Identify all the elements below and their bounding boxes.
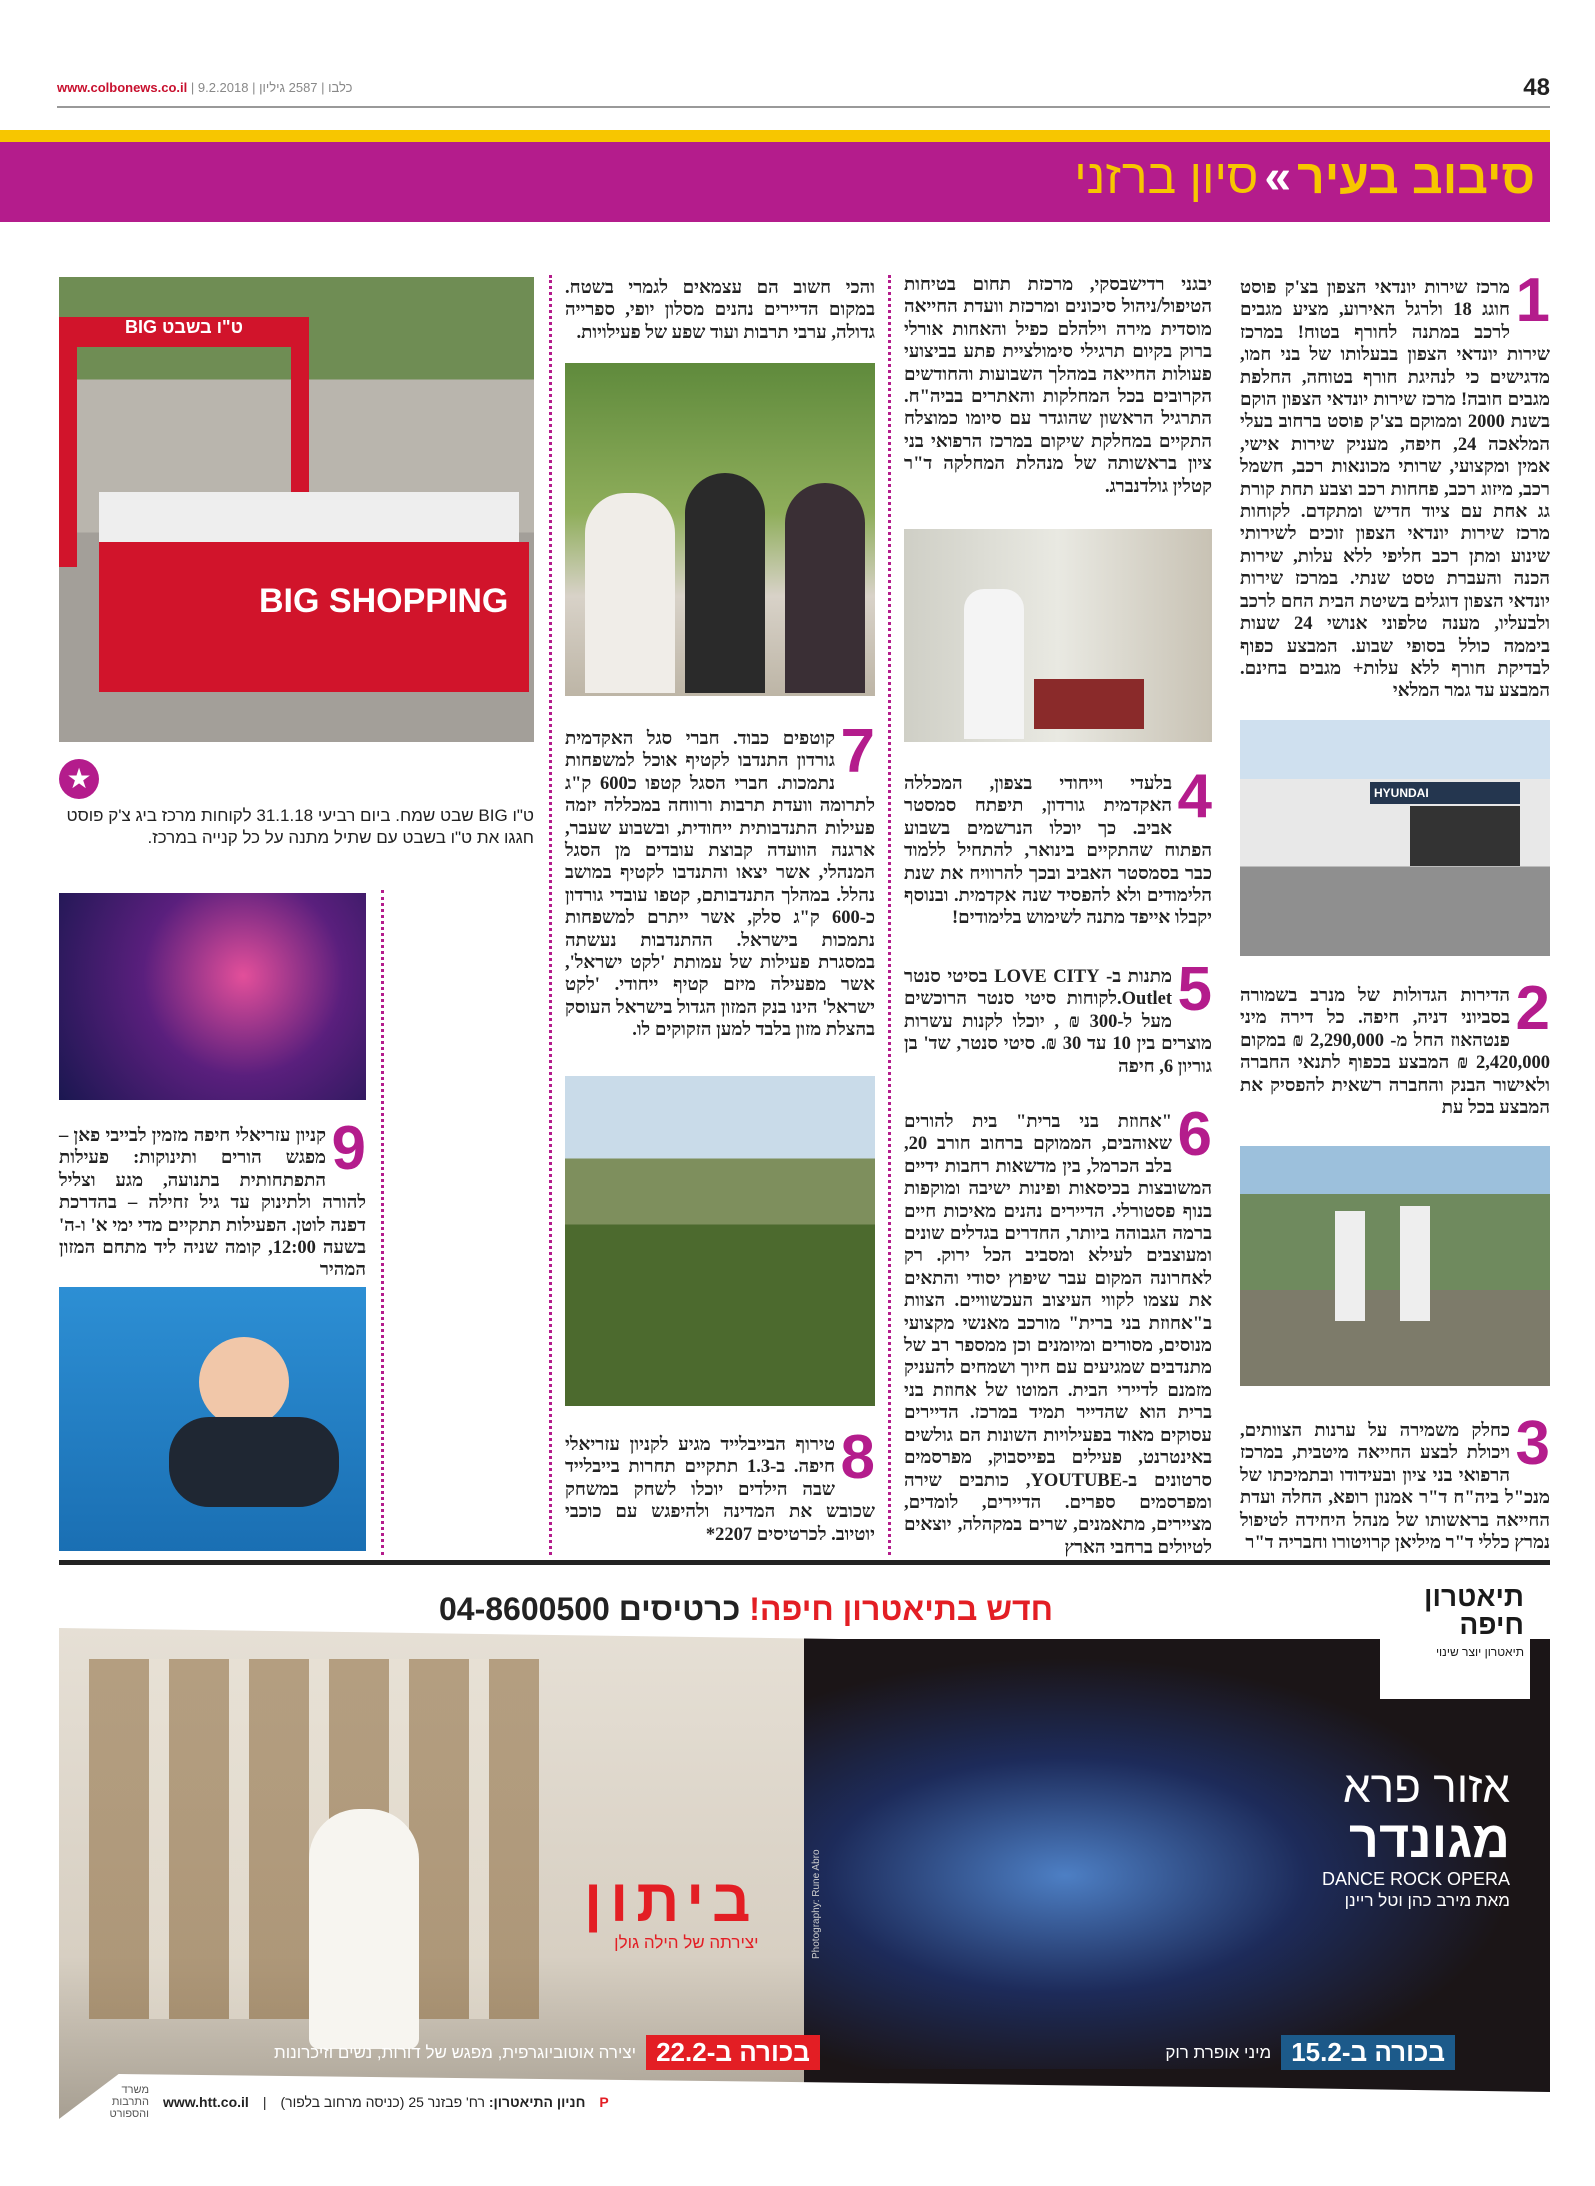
hyundai-sign: HYUNDAI (1370, 782, 1520, 804)
article-number: 5 (1177, 955, 1212, 1024)
volunteers-harvest-photo (565, 1076, 875, 1406)
article-number: 3 (1515, 1409, 1550, 1478)
star-icon: ★ (59, 759, 99, 799)
plant-gifts (99, 492, 519, 542)
show-magundar (1322, 1764, 1510, 1912)
section-accent-band (0, 130, 1550, 142)
article-6-continued (565, 277, 875, 344)
article-number: 9 (331, 1114, 366, 1183)
show-credits: יצירתה של הילה גולן (614, 1933, 759, 1952)
page-number: 48 (1523, 74, 1550, 101)
show-author: אזור פרא (1343, 1763, 1510, 1812)
arch-post (59, 347, 77, 567)
article-6 (904, 1100, 1212, 1559)
premiere-badge: בכורה ב-22.2 (646, 2035, 820, 2070)
premiere-badge: בכורה ב-15.2 (1281, 2035, 1455, 2070)
article-2 (1240, 974, 1550, 1119)
baby-body (169, 1417, 339, 1507)
article-text: הדירות הגדולות של מנרב בשמורה בסביוני דניה, חיפה. כל דירה מיני פנטהאוז החל מ- 2,290,000 ₪ במקום 2,420,000 ₪ המבצע בכפוף לתנאי החברה ולאישור הבנק והחברה רשאית להפסיק את המבצע בכל עת (1240, 986, 1550, 1119)
doctor-figure (964, 589, 1024, 739)
garage-door (1410, 806, 1520, 866)
ad-phone[interactable]: כרטיסים 04-8600500 (439, 1591, 741, 1627)
article-number: 2 (1515, 974, 1550, 1043)
article-text: כחלק משמירה על ערנות הצוותים, ויכולת לבצע החייאה מיטבית, במרכז הרפואי בני ציון ובעידודו ובתמיכתו של מנכ"ל ביה"ח ד"ר אמנון רופא, החלה ועדת החייאה בראשותו של מנהל היחידה לטיפול נמרץ כללי ד"ר מיליאן קרויטורו וחבריה ד"ר (1240, 1421, 1550, 1554)
parking-label: חניון התיאטרון: (488, 2094, 586, 2110)
arch-sign: ט"ו בשבט BIG (59, 317, 309, 347)
premiere-bitoon (274, 2035, 820, 2070)
article-text: מתנות ב- LOVE CITY בסיטי סנטר Outlet.לקוחות סיטי סנטר הרוכשים מעל ל-300 ₪ , יוכלו לקנות עשרות מוצרים בין 10 עד 30 ₪. סיטי סנטר, שד' בן גוריון 6, חיפה (904, 967, 1212, 1077)
baby-head (199, 1337, 289, 1427)
ad-footer: משרד התרבות והספורט www.htt.co.il | חניון התיאטרון: רח' פבזנר 25 (כניסה מרחוב בלפור) P (109, 2084, 609, 2119)
big-tu-bishvat-photo (59, 277, 534, 742)
article-9 (59, 1114, 366, 1282)
show-credits: מאת מירב כהן וטל ריינן (1344, 1891, 1510, 1910)
date: 9.2.2018 (197, 80, 249, 95)
article-text: טירוף הבייבלייד מגיע לקניון עזריאלי חיפה. ב-1.3 תתקיים תחרות בייבלייד שבה הילדים יוכלו לשחק במשחק שכובש את המדינה ולהיפגש עם כוכבי יוטיוב. לכרטיסים 2207* (565, 1435, 875, 1545)
article-3-continued (904, 274, 1212, 498)
article-text: בלעדי וייחודי בצפון, המכללה האקדמית גורדון, תיפתח סמסטר אביב. כך יוכלו הנרשמים בשבוע הפתוח שהתקיים בינואר, להתחיל ללמוד כבר בסמסטר האביב ובכך להרוויח את שנת הלימודים ולא להפסיד שנה אקדמית. ובנוסף יקבלו אייפד מתנה לשימוש בלימודים! (904, 774, 1212, 929)
resident-figure (685, 473, 765, 693)
beyblade-photo (59, 893, 366, 1100)
residents-toast-photo (565, 363, 875, 696)
header-info: www.colbonews.co.il | כלבו | 2587 גיליון | 9.2.2018 (57, 80, 353, 95)
article-number: 7 (840, 717, 875, 786)
article-text: "אחוזת בני ברית" בית להורים שאוהבים, הממוקם ברחוב חורב 20, בלב הכרמל, בין מדשאות רחבות ידיים המשובצות בכיסאות ופינות ישיבה ומוקפות בנוף פסטורלי. הדיירים נהנים מאיכות חיים ברמה הגבוהה ביותר, החדרים בגדלים שונים ומעוצבים לעילא ומסביב הכל ירוק. רק לאחרונה המקום עבר שיפוץ יסודי והתאים את עצמו לקווי העיצוב העכשוויים. הצוות ב"אחוזת בני ברית" מורכב מאנשי מקצועי מנוסים, מסורים ומיומנים וכן ממספר רב של מתנדבים שמגיעים עם חיוך ושמחים להעניק מזמנם לדיירי הבית. המוטו של אחוזת בני ברית הוא שהדייר תמיד במרכז. הדיירים עסוקים מאוד בפעילויות השונות הם גולשים באינטרנט, פעילים בפייסבוק, מפרסמים סרטונים ב-YOUTUBE, כותבים שירה ומפרסמים ספרים. הדיירים, לומדים, מציירים, מתאמנים, שרים במקהלה, יוצאים לטיולים ברחבי הארץ (904, 1112, 1212, 1558)
ad-headline (439, 1591, 1053, 1628)
towers-aerial-photo (1240, 1146, 1550, 1386)
haifa-theatre-logo (1380, 1579, 1530, 1699)
theatre-ad (59, 1579, 1550, 2119)
article-number: 1 (1515, 266, 1550, 335)
tower (1400, 1206, 1430, 1321)
logo-line1: תיאטרון (1424, 1581, 1524, 1612)
article-4 (904, 762, 1212, 930)
article-text: מרכז שירות יונדאי הצפון בצ'ק פוסט חוגג 18 ולרגל האירוע, מציע מגבים לרכב במתנה לחורף בטוח! במרכז שירות יונדאי הצפון בבעלותו של בני חמו, מדגישים כי לנהיגת חורף בטוחה, החלפת מגבים חובה! מרכז שירות יונדאי הצפון הוקם בשנת 2000 וממוקם בצ'ק פוסט ברחוב בעלי המלאכה 24, חיפה, מעניק שירות אישי, אמין ומקצועי, שרותי מכונאות רכב, חשמל רכב, מיזוג רכב, פחחות רכב וצבע תחת קורת גג אחת עם ציוד חדיש ומתקדם. לקוחות מרכז שירות יונדאי הצפון זוכים לשירותי שינוע ומתן רכב חליפי ללא עלות, שירות הכנה והעברת טסט שנתי. במרכז שירות יונדאי הצפון דוגלים בשיטת הבית החם לרכב ולבעליו, מענה טלפוני אנושי 24 שעות ביממה כולל בסופי שבוע. המבצע כפוף לבדיקת חורף ללא עלות+ מגבים בחינם. המבצע עד גמר המלאי (1240, 278, 1551, 702)
publication: כלבו (328, 80, 353, 95)
theatre-website[interactable]: www.htt.co.il (163, 2094, 249, 2110)
section-title (1074, 150, 1535, 205)
header-rule (57, 106, 1550, 108)
article-7 (565, 717, 875, 1042)
premiere-note: יצירה אוטוביוגרפית, מפגש של דורות, נשים וזיכרונות (274, 2042, 637, 2062)
ministry-logo: משרד התרבות והספורט (109, 2084, 149, 2119)
column-divider (549, 275, 552, 1555)
article-number: 6 (1177, 1100, 1212, 1169)
article-1 (1240, 266, 1551, 703)
stretcher (1034, 679, 1144, 729)
article-number: 4 (1177, 762, 1212, 831)
photo-credit: Photography: Rune Abro (811, 1849, 822, 1959)
big-shopping-table: BIG SHOPPING (99, 542, 529, 692)
article-text: קוטפים כבוד. חברי סגל האקדמית גורדון התנדבו לקטיף אוכל למשפחות נתמכות. חברי הסגל קטפו כ600 ק"ג לתרומה וועדת תרבות ורווחה במכללה יזמה פעילות התנדבותית ייחודית, ובשבוע שעבר, ארגנה הוועדה קבוצת עובדים מן הסגל המנהלי, אשר יצאו והתנדבו לקטיף במושב נהלל. במהלך התנדבותם, קטפו עובדי גורדון כ-600 ק"ג סלק, אשר ייתרם למשפחות נתמכות בישראל. ההתנדבות נעשתה במסגרת פעילות של עמותת 'לקט ישראל', אשר מפעילה מיזם קטיף ייחודי. 'לקט ישראל' הינו בנק המזון הגדול בישראל העוסק בהצלת מזון בלבד למען הזקוקים לו. (565, 729, 875, 1041)
premiere-note: מיני אופרת רוק (1165, 2042, 1272, 2062)
arrows-icon: » (1264, 151, 1292, 204)
article-text: יבגני רדישבסקי, מרכזת תחום בטיחות הטיפול/ניהול סיכונים ומרכזת וועדת החייאה מוסדית מירה וילהלם כפיל והאחות אורלי ברוק בקיום תרגילי סימולציית פתע בביצועי פעולות החייאה במהלך השבועות והחודשים הקרובים בכל המחלקות והאתרים בביה"ח. התרגיל הראשון שהוגדר עם סיומו כמוצלח התקיים במחלקת שיקום במרכז הרפואי בני ציון בראשותה של מנהלת המחלקה ד"ר קטלין גולדנברג. (904, 275, 1212, 497)
parking-icon: P (599, 2094, 609, 2110)
premiere-magundar (1165, 2035, 1455, 2070)
logo-tagline: תיאטרון יוצר שינוי (1435, 1645, 1524, 1659)
article-number: 8 (840, 1423, 875, 1492)
hospital-drill-photo (904, 529, 1212, 742)
tower (1335, 1211, 1365, 1321)
ad-headline-red: חדש בתיאטרון חיפה! (749, 1591, 1054, 1627)
resident-figure (785, 483, 865, 693)
baby-photo (59, 1287, 366, 1551)
article-3 (1240, 1409, 1550, 1554)
parking-address: רח' פבזנר 25 (כניסה מרחוב בלפור) (280, 2094, 485, 2110)
logo-line2: חיפה (1459, 1609, 1524, 1640)
page-divider (59, 1560, 1550, 1565)
star-caption: ט"ו BIG שבט שמח. ביום רביעי 31.1.18 לקוחות מרכז ביג צ'ק פוסט חגגו את ט"ו בשבט עם שתיל מתנה על כל קנייה במרכז. (66, 806, 534, 847)
article-8 (565, 1423, 875, 1546)
show-title: מגונדר (1348, 1811, 1510, 1869)
column-divider (381, 890, 384, 1555)
hyundai-garage-photo (1240, 720, 1550, 956)
resident-figure (585, 493, 675, 693)
column-divider (888, 275, 891, 1555)
woman-figure (309, 1809, 419, 2049)
column-name: סיבוב בעיר (1297, 151, 1535, 204)
article-text: קניון עזריאלי חיפה מזמין לבייבי פאן – מפגש הורים ותינוקות: פעילות התפתחותית בתנועה, מגע וצליל להורה ולתינוק עד גיל זחילה – בהדרכת דפנה לוטן. הפעילות תתקיים מדי ימי א' ו-ה' בשעה 12:00, קומה שניה ליד מתחם המזון המהיר (59, 1126, 366, 1281)
show-bitoon (584, 1869, 759, 1953)
author-name: סיון ברזני (1074, 151, 1259, 204)
article-5 (904, 955, 1212, 1078)
site-url[interactable]: www.colbonews.co.il (57, 80, 188, 95)
article-text: והכי חשוב הם עצמאים לגמרי בשטח. במקום הדיירים נהנים מסלון יופי, ספרייה גדולה, ערבי תרבות ועוד שפע של פעילויות. (565, 278, 875, 343)
issue: 2587 גיליון (259, 80, 318, 95)
show-subtitle: DANCE ROCK OPERA (1321, 1869, 1510, 1889)
show-title: ביתון (584, 1867, 759, 1934)
